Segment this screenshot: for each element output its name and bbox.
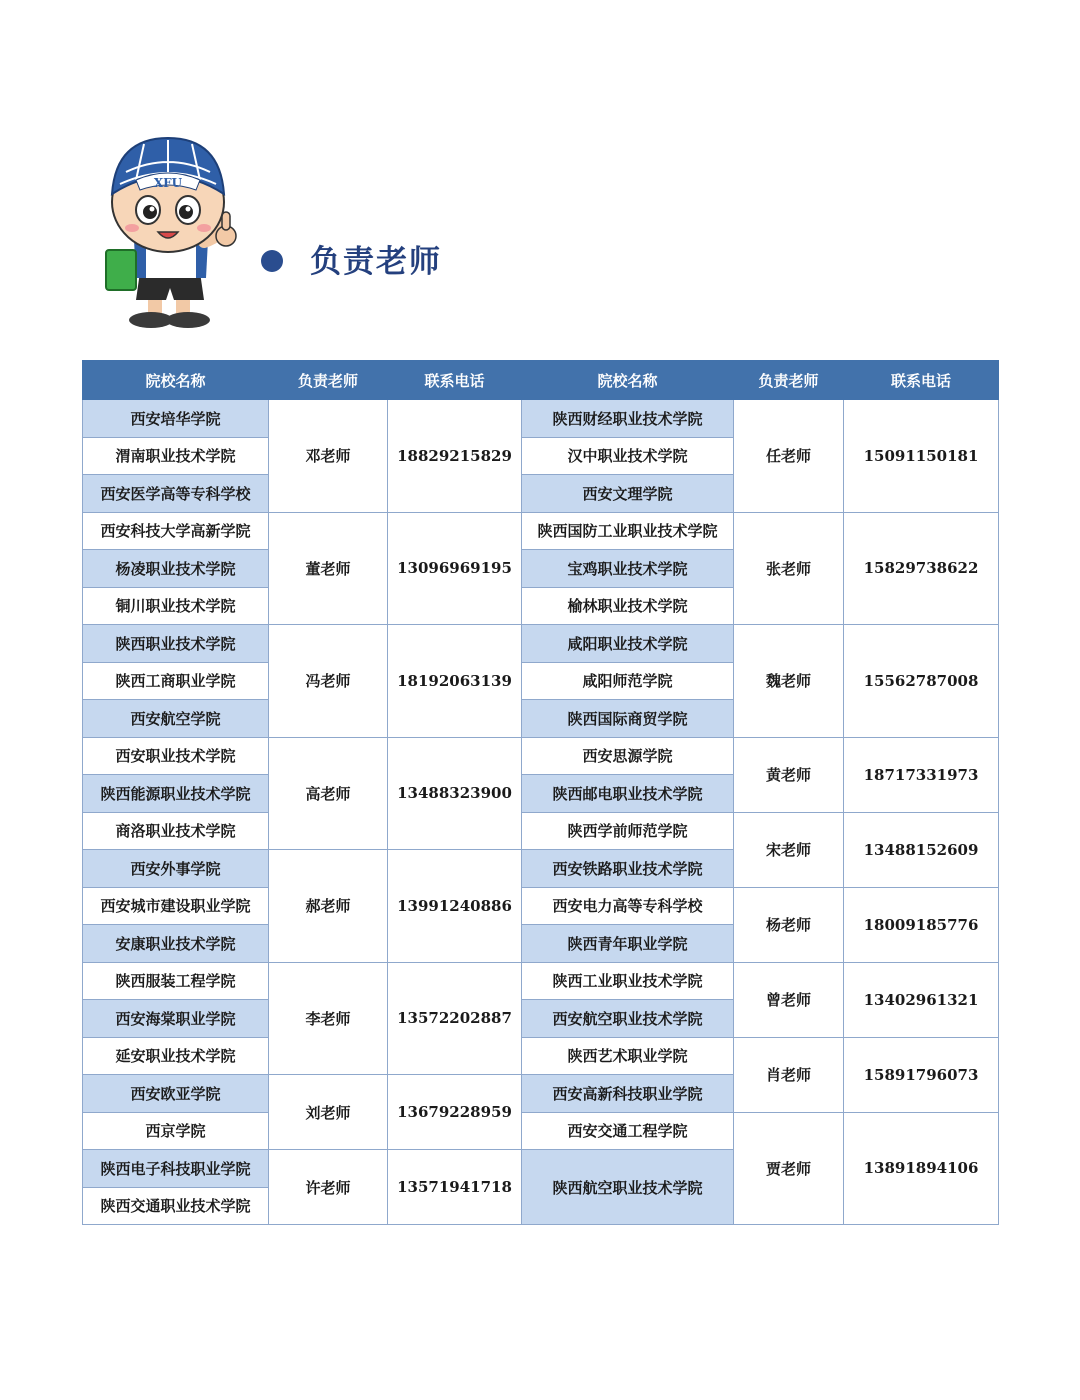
phone-cell: 13991240886 <box>388 850 522 963</box>
school-cell: 陕西学前师范学院 <box>522 812 734 850</box>
column-header: 负责老师 <box>269 361 388 400</box>
phone-cell: 13571941718 <box>388 1150 522 1225</box>
school-cell: 咸阳师范学院 <box>522 662 734 700</box>
phone-cell: 13402961321 <box>844 962 999 1037</box>
table-row <box>83 1112 999 1150</box>
teacher-cell: 贾老师 <box>734 1112 844 1225</box>
column-header: 负责老师 <box>734 361 844 400</box>
school-cell: 西安职业技术学院 <box>83 737 269 775</box>
table-row <box>83 887 999 925</box>
school-cell: 铜川职业技术学院 <box>83 587 269 625</box>
heading-bullet <box>261 250 283 272</box>
school-cell: 陕西职业技术学院 <box>83 625 269 663</box>
table-row <box>83 512 999 550</box>
teacher-cell: 冯老师 <box>269 625 388 738</box>
school-cell: 陕西交通职业技术学院 <box>83 1187 269 1225</box>
phone-cell: 13679228959 <box>388 1075 522 1150</box>
school-cell: 西安航空学院 <box>83 700 269 738</box>
teacher-cell: 董老师 <box>269 512 388 625</box>
teacher-cell: 邓老师 <box>269 400 388 513</box>
school-cell: 西安高新科技职业学院 <box>522 1075 734 1113</box>
school-cell: 陕西工商职业学院 <box>83 662 269 700</box>
school-cell: 西安培华学院 <box>83 400 269 438</box>
school-cell: 陕西青年职业学院 <box>522 925 734 963</box>
mascot-cap-text: XFU <box>153 176 183 190</box>
table-row <box>83 737 999 775</box>
school-cell: 陕西工业职业技术学院 <box>522 962 734 1000</box>
teacher-cell: 高老师 <box>269 737 388 850</box>
school-cell: 安康职业技术学院 <box>83 925 269 963</box>
phone-cell: 18009185776 <box>844 887 999 962</box>
table-row <box>83 625 999 663</box>
school-cell: 陕西航空职业技术学院 <box>522 1150 734 1225</box>
school-cell: 西安外事学院 <box>83 850 269 888</box>
page-title: 负责老师 <box>310 244 442 280</box>
school-cell: 宝鸡职业技术学院 <box>522 550 734 588</box>
phone-cell: 15091150181 <box>844 400 999 513</box>
school-cell: 西安欧亚学院 <box>83 1075 269 1113</box>
school-cell: 汉中职业技术学院 <box>522 437 734 475</box>
teacher-cell: 许老师 <box>269 1150 388 1225</box>
table-row <box>83 962 999 1000</box>
school-cell: 西安医学高等专科学校 <box>83 475 269 513</box>
teacher-cell: 肖老师 <box>734 1037 844 1112</box>
school-cell: 陕西财经职业技术学院 <box>522 400 734 438</box>
school-cell: 杨凌职业技术学院 <box>83 550 269 588</box>
school-cell: 西安思源学院 <box>522 737 734 775</box>
teacher-cell: 魏老师 <box>734 625 844 738</box>
table-header-row <box>83 361 999 400</box>
teacher-cell: 刘老师 <box>269 1075 388 1150</box>
teacher-cell: 杨老师 <box>734 887 844 962</box>
phone-cell: 15562787008 <box>844 625 999 738</box>
mascot-illustration <box>96 132 246 332</box>
phone-cell: 15829738622 <box>844 512 999 625</box>
teacher-cell: 黄老师 <box>734 737 844 812</box>
school-cell: 陕西电子科技职业学院 <box>83 1150 269 1188</box>
school-cell: 延安职业技术学院 <box>83 1037 269 1075</box>
table-row <box>83 812 999 850</box>
school-cell: 西安城市建设职业学院 <box>83 887 269 925</box>
teacher-cell: 任老师 <box>734 400 844 513</box>
school-cell: 陕西艺术职业学院 <box>522 1037 734 1075</box>
phone-cell: 13488152609 <box>844 812 999 887</box>
phone-cell: 18192063139 <box>388 625 522 738</box>
teacher-cell: 郝老师 <box>269 850 388 963</box>
school-cell: 陕西邮电职业技术学院 <box>522 775 734 813</box>
column-header: 院校名称 <box>522 361 734 400</box>
school-cell: 陕西服装工程学院 <box>83 962 269 1000</box>
school-cell: 陕西能源职业技术学院 <box>83 775 269 813</box>
column-header: 院校名称 <box>83 361 269 400</box>
school-cell: 西安铁路职业技术学院 <box>522 850 734 888</box>
phone-cell: 13572202887 <box>388 962 522 1075</box>
school-cell: 榆林职业技术学院 <box>522 587 734 625</box>
column-header: 联系电话 <box>844 361 999 400</box>
school-cell: 商洛职业技术学院 <box>83 812 269 850</box>
school-cell: 陕西国防工业职业技术学院 <box>522 512 734 550</box>
school-cell: 西安海棠职业学院 <box>83 1000 269 1038</box>
school-cell: 西京学院 <box>83 1112 269 1150</box>
phone-cell: 18717331973 <box>844 737 999 812</box>
teacher-cell: 曾老师 <box>734 962 844 1037</box>
school-cell: 渭南职业技术学院 <box>83 437 269 475</box>
school-cell: 西安交通工程学院 <box>522 1112 734 1150</box>
table-row <box>83 1037 999 1075</box>
table-row <box>83 400 999 438</box>
column-header: 联系电话 <box>388 361 522 400</box>
school-cell: 西安电力高等专科学校 <box>522 887 734 925</box>
school-cell: 咸阳职业技术学院 <box>522 625 734 663</box>
phone-cell: 15891796073 <box>844 1037 999 1112</box>
phone-cell: 18829215829 <box>388 400 522 513</box>
phone-cell: 13488323900 <box>388 737 522 850</box>
teacher-cell: 李老师 <box>269 962 388 1075</box>
teacher-roster-table <box>82 360 999 1225</box>
school-cell: 陕西国际商贸学院 <box>522 700 734 738</box>
school-cell: 西安航空职业技术学院 <box>522 1000 734 1038</box>
phone-cell: 13096969195 <box>388 512 522 625</box>
school-cell: 西安科技大学高新学院 <box>83 512 269 550</box>
teacher-cell: 张老师 <box>734 512 844 625</box>
phone-cell: 13891894106 <box>844 1112 999 1225</box>
school-cell: 西安文理学院 <box>522 475 734 513</box>
teacher-cell: 宋老师 <box>734 812 844 887</box>
